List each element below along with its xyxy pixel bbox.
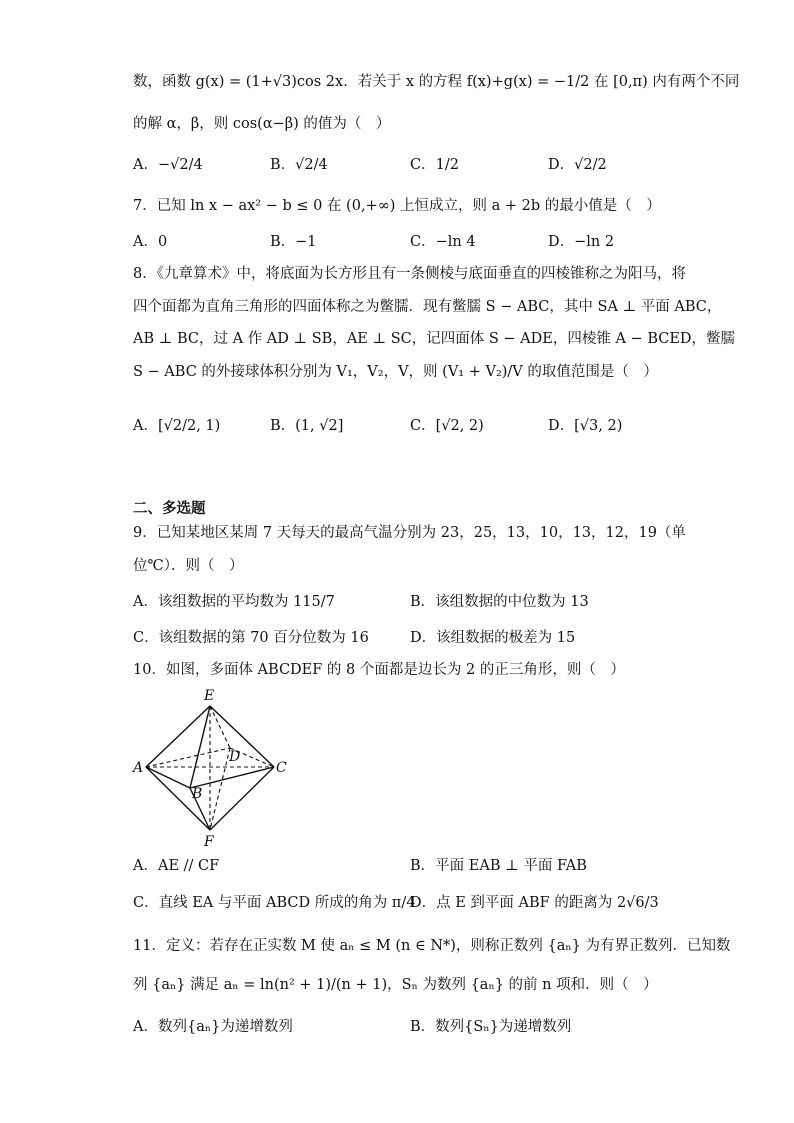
q6-stem-line2: 的解 α，β，则 cos(α−β) 的值为（ ） — [133, 116, 391, 132]
q7-option-c: C．−ln 4 — [410, 234, 476, 250]
q8-option-b: B．(1, √2] — [270, 418, 344, 434]
octahedron-figure — [128, 684, 298, 850]
vertex-label-b: B — [192, 786, 203, 802]
q8-option-c: C．[√2, 2) — [410, 418, 484, 434]
edge-ed-hidden — [210, 706, 230, 748]
vertex-label-d: D — [229, 749, 241, 765]
q8-stem-line1: 8．《九章算术》中，将底面为长方形且有一条侧棱与底面垂直的四棱锥称之为阳马，将 — [133, 266, 686, 282]
q11-stem-line2: 列 {aₙ} 满足 aₙ = ln(n² + 1)/(n + 1)，Sₙ 为数列 {aₙ} 的前 n 项和．则（ ） — [133, 977, 658, 993]
q7-stem: 7．已知 ln x − ax² − b ≤ 0 在 (0,+∞) 上恒成立，则 a + 2b 的最小值是（ ） — [133, 198, 661, 214]
vertex-label-a: A — [133, 760, 144, 776]
q10-option-b: B．平面 EAB ⊥ 平面 FAB — [410, 858, 587, 874]
edge-ab — [146, 767, 190, 788]
edge-bc — [190, 767, 274, 788]
q9-option-a: A．该组数据的平均数为 115/7 — [133, 594, 335, 610]
q11-stem-line1: 11．定义：若存在正实数 M 使 aₙ ≤ M (n ∈ N*)，则称正数列 {aₙ} 为有界正数列．已知数 — [133, 938, 731, 954]
edge-eb — [190, 706, 210, 788]
q10-option-c: C．直线 EA 与平面 ABCD 所成的角为 π/4 — [133, 895, 416, 911]
section-title: 二、多选题 — [133, 501, 206, 517]
q10-stem: 10．如图，多面体 ABCDEF 的 8 个面都是边长为 2 的正三角形，则（ ） — [133, 662, 625, 678]
q8-stem-line4: S − ABC 的外接球体积分别为 V₁，V₂，V，则 (V₁ + V₂)/V 的取值范围是（ ） — [133, 364, 658, 380]
q11-option-b: B．数列{Sₙ}为递增数列 — [410, 1019, 572, 1035]
q9-stem-line2: 位℃）．则（ ） — [133, 558, 244, 574]
q6-option-a: A．−√2/4 — [133, 157, 203, 173]
q8-option-a: A．[√2/2, 1) — [133, 418, 221, 434]
q8-stem-line2: 四个面都为直角三角形的四面体称之为鳖臑．现有鳖臑 S − ABC，其中 SA ⊥ 平面 ABC， — [133, 299, 722, 315]
q10-option-d: D．点 E 到平面 ABF 的距离为 2√6/3 — [410, 895, 659, 911]
q6-option-d: D．√2/2 — [548, 157, 607, 173]
q9-option-c: C．该组数据的第 70 百分位数为 16 — [133, 630, 369, 646]
vertex-label-e: E — [204, 688, 215, 704]
q8-stem-line3: AB ⊥ BC，过 A 作 AD ⊥ SB，AE ⊥ SC，记四面体 S − ADE，四棱锥 A − BCED，鳖臑 — [133, 331, 736, 347]
edge-ea — [146, 706, 210, 767]
edge-df-hidden — [210, 748, 230, 830]
q9-option-d: D．该组数据的极差为 15 — [410, 630, 576, 646]
q7-option-a: A．0 — [133, 234, 168, 250]
q6-stem-line1: 数，函数 g(x) = (1+√3)cos 2x．若关于 x 的方程 f(x)+g(x) = −1/2 在 [0,π) 内有两个不同 — [133, 74, 740, 90]
q9-option-b: B．该组数据的中位数为 13 — [410, 594, 589, 610]
q10-option-a: A．AE // CF — [133, 858, 220, 874]
edge-cf — [210, 767, 274, 830]
q7-option-b: B．−1 — [270, 234, 317, 250]
edge-ad-hidden — [146, 748, 230, 767]
edge-ec — [210, 706, 274, 767]
q6-option-b: B．√2/4 — [270, 157, 328, 173]
vertex-label-f: F — [204, 834, 214, 850]
q6-option-c: C．1/2 — [410, 157, 459, 173]
q9-stem-line1: 9．已知某地区某周 7 天每天的最高气温分别为 23，25，13，10，13，12，19（单 — [133, 525, 686, 541]
q7-option-d: D．−ln 2 — [548, 234, 615, 250]
q11-option-a: A．数列{aₙ}为递增数列 — [133, 1019, 293, 1035]
q8-option-d: D．[√3, 2) — [548, 418, 623, 434]
vertex-label-c: C — [276, 760, 287, 776]
